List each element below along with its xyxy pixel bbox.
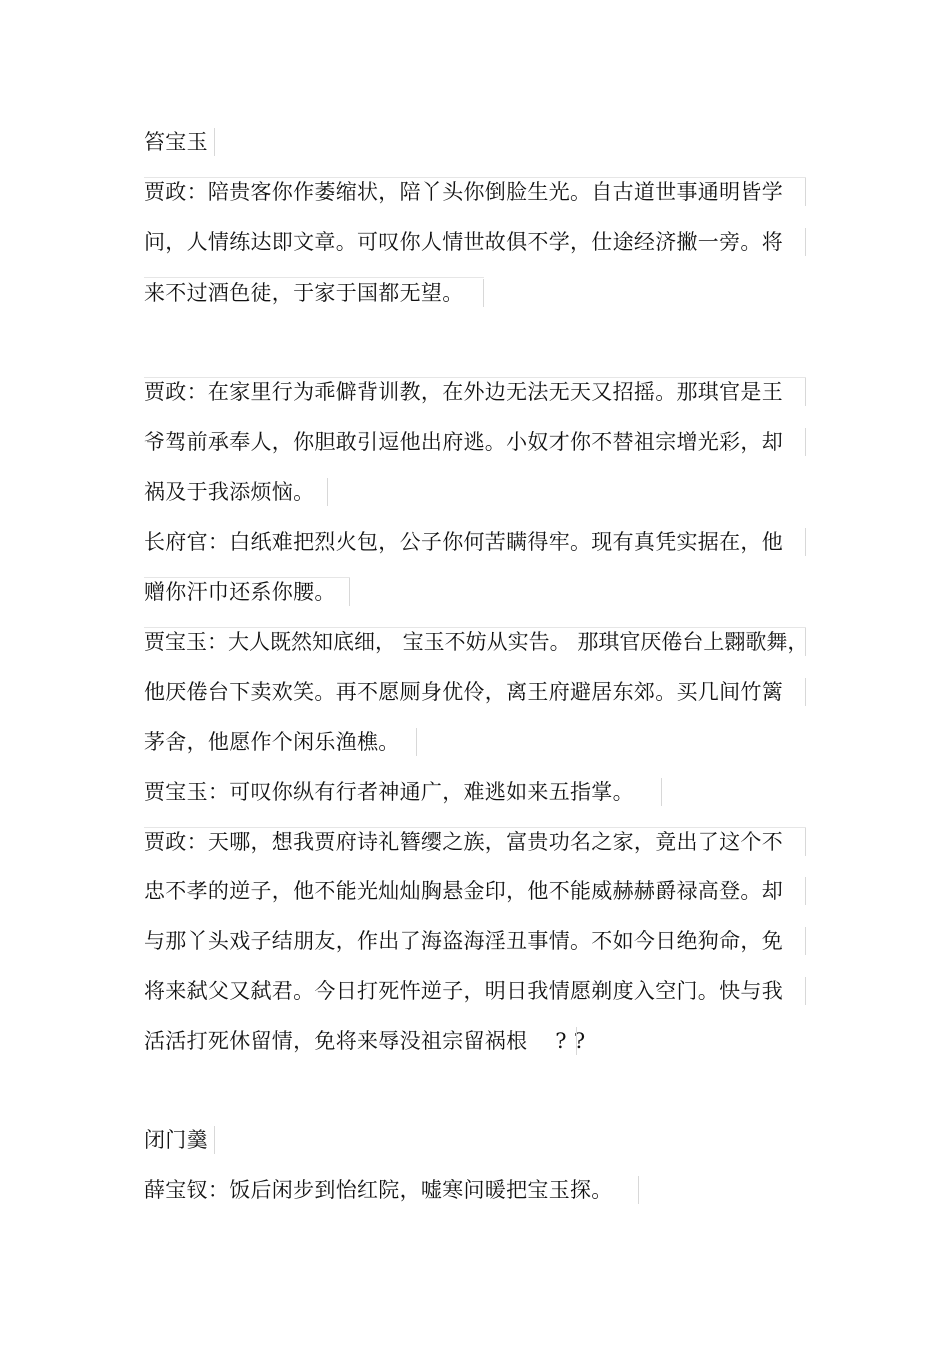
dialogue-line: 贾宝玉：可叹你纵有行者神通广，难逃如来五指掌。 — [144, 780, 634, 804]
text-box-edge — [483, 279, 484, 307]
dialogue-line: 薛宝钗：饭后闲步到怡红院，嘘寒问暖把宝玉探。 — [144, 1178, 613, 1202]
dialogue-line: 忠不孝的逆子，他不能光灿灿胸悬金印，他不能威赫赫爵禄高登。却 — [144, 879, 783, 903]
section-title: 笞宝玉 — [144, 130, 208, 154]
text-box-edge — [214, 128, 215, 156]
text-box-edge — [805, 828, 806, 856]
dialogue-line: 他厌倦台下卖欢笑。再不愿厕身优伶，离王府避居东郊。买几间竹篱 — [144, 680, 783, 704]
text-box-edge — [805, 178, 806, 206]
text-box-edge — [576, 1027, 577, 1055]
dialogue-line: 祸及于我添烦恼。 — [144, 480, 315, 504]
text-box-edge — [214, 1126, 215, 1154]
dialogue-line: 贾宝玉：大人既然知底细， 宝玉不妨从实告。 那琪官厌倦台上翾歌舞， — [144, 630, 809, 654]
text-box-edge — [805, 877, 806, 905]
section-title: 闭门羹 — [144, 1128, 208, 1152]
text-box-edge — [805, 927, 806, 955]
dialogue-line: 与那丫头戏子结朋友，作出了海盗海淫丑事情。不如今日绝狗命，免 — [144, 929, 783, 953]
dialogue-line: 茅舍，他愿作个闲乐渔樵。 — [144, 730, 400, 754]
text-box-edge — [805, 628, 806, 656]
dialogue-line: 将来弑父又弑君。今日打死忤逆子，明日我情愿剃度入空门。快与我 — [144, 979, 783, 1003]
dialogue-line: 长府官：白纸难把烈火包，公子你何苦瞒得牢。现有真凭实据在，他 — [144, 530, 783, 554]
text-box-edge — [805, 528, 806, 556]
dialogue-line: 贾政：陪贵客你作萎缩状，陪丫头你倒脸生光。自古道世事通明皆学 — [144, 180, 783, 204]
text-box-edge — [638, 1176, 639, 1204]
text-box-edge — [805, 378, 806, 406]
text-box-edge — [661, 778, 662, 806]
text-box-edge — [327, 478, 328, 506]
text-box-edge — [144, 277, 484, 278]
text-box-edge — [349, 578, 350, 606]
text-box-edge — [416, 728, 417, 756]
dialogue-line: 贾政：在家里行为乖僻背训教，在外边无法无天又招摇。那琪官是王 — [144, 380, 783, 404]
dialogue-line: 活活打死休留情，免将来辱没祖宗留祸根 ? ? — [144, 1029, 586, 1053]
text-box-edge — [805, 678, 806, 706]
dialogue-line: 赠你汗巾还系你腰。 — [144, 580, 336, 604]
dialogue-line: 贾政：天哪，想我贾府诗礼簪缨之族，富贵功名之家，竟出了这个不 — [144, 830, 783, 854]
text-box-edge — [805, 228, 806, 256]
dialogue-line: 来不过酒色徒，于家于国都无望。 — [144, 281, 464, 305]
dialogue-line: 爷驾前承奉人，你胆敢引逗他出府逃。小奴才你不替祖宗增光彩，却 — [144, 430, 783, 454]
text-box-edge — [805, 977, 806, 1005]
text-box-edge — [805, 428, 806, 456]
dialogue-line: 问，人情练达即文章。可叹你人情世故俱不学，仕途经济撇一旁。将 — [144, 230, 783, 254]
